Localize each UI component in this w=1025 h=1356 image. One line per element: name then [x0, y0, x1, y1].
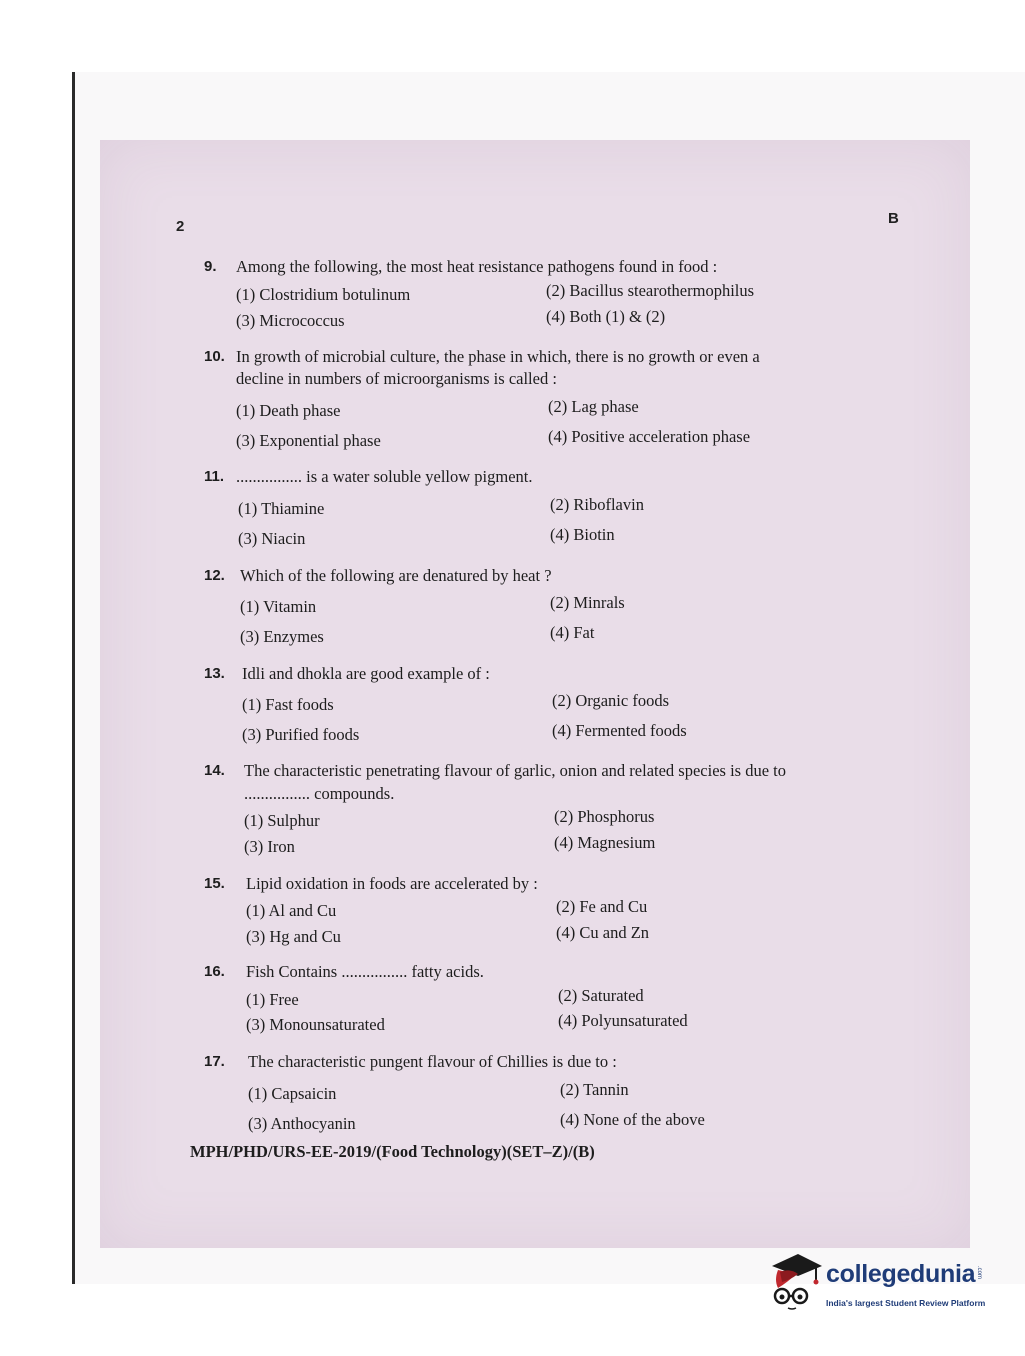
- option-4: (4) Polyunsaturated: [558, 1011, 688, 1030]
- option-3: (3) Exponential phase: [236, 431, 381, 450]
- logo-tagline: India's largest Student Review Platform: [826, 1298, 986, 1308]
- question-16: [204, 961, 884, 1041]
- question-17: [204, 1051, 884, 1137]
- option-3: (3) Enzymes: [240, 627, 324, 646]
- option-4: (4) Biotin: [550, 525, 615, 544]
- question-number: 11.: [204, 468, 225, 485]
- option-3: (3) Purified foods: [242, 725, 360, 744]
- option-4: (4) Cu and Zn: [556, 923, 650, 942]
- logo-suffix: .com: [976, 1266, 982, 1280]
- option-4: (4) Fat: [550, 623, 595, 642]
- option-1: (1) Vitamin: [240, 597, 317, 616]
- question-9: [204, 256, 884, 336]
- question-stem: Fish Contains ................ fatty acids.: [246, 962, 484, 981]
- option-2: (2) Lag phase: [548, 397, 639, 416]
- question-stem-line-2: decline in numbers of microorganisms is called :: [236, 369, 557, 388]
- option-1: (1) Capsaicin: [248, 1084, 337, 1103]
- option-1: (1) Free: [246, 990, 299, 1009]
- set-letter: B: [888, 210, 899, 227]
- mascot-icon: [768, 1252, 824, 1312]
- option-2: (2) Bacillus stearothermophilus: [546, 281, 755, 300]
- option-2: (2) Phosphorus: [554, 807, 655, 826]
- question-stem: The characteristic pungent flavour of Chillies is due to :: [248, 1052, 617, 1071]
- option-4: (4) Both (1) & (2): [546, 307, 666, 326]
- option-1: (1) Fast foods: [242, 695, 334, 714]
- option-1: (1) Thiamine: [238, 499, 325, 518]
- option-2: (2) Saturated: [558, 986, 644, 1005]
- exam-code-footer: MPH/PHD/URS-EE-2019/(Food Technology)(SET–Z)/(B): [190, 1142, 595, 1161]
- option-3: (3) Hg and Cu: [246, 927, 341, 946]
- question-14: [204, 760, 904, 860]
- question-stem: Among the following, the most heat resistance pathogens found in food :: [236, 257, 718, 276]
- logo-wordmark: collegedunia: [826, 1260, 976, 1288]
- question-number: 12.: [204, 567, 225, 584]
- page-number: 2: [176, 218, 185, 235]
- option-2: (2) Organic foods: [552, 691, 669, 710]
- option-3: (3) Monounsaturated: [246, 1015, 385, 1034]
- question-stem: Which of the following are denatured by heat ?: [240, 566, 552, 585]
- option-3: (3) Niacin: [238, 529, 306, 548]
- option-4: (4) None of the above: [560, 1110, 705, 1129]
- question-stem-line-2: ................ compounds.: [244, 784, 395, 803]
- option-3: (3) Anthocyanin: [248, 1114, 356, 1133]
- option-3: (3) Iron: [244, 837, 295, 856]
- question-number: 17.: [204, 1053, 225, 1070]
- option-2: (2) Fe and Cu: [556, 897, 648, 916]
- question-number: 10.: [204, 348, 225, 365]
- option-2: (2) Riboflavin: [550, 495, 644, 514]
- collegedunia-logo: [768, 1248, 998, 1318]
- option-2: (2) Minrals: [550, 593, 625, 612]
- question-number: 16.: [204, 963, 225, 980]
- option-3: (3) Micrococcus: [236, 311, 345, 330]
- question-stem-line-1: In growth of microbial culture, the phase in which, there is no growth or even a: [236, 347, 760, 366]
- option-4: (4) Fermented foods: [552, 721, 687, 740]
- question-10: [204, 346, 904, 450]
- question-stem: ................ is a water soluble yellow pigment.: [236, 467, 533, 486]
- option-4: (4) Positive acceleration phase: [548, 427, 751, 446]
- option-1: (1) Clostridium botulinum: [236, 285, 411, 304]
- option-4: (4) Magnesium: [554, 833, 656, 852]
- option-2: (2) Tannin: [560, 1080, 629, 1099]
- question-13: [204, 663, 884, 749]
- question-number: 14.: [204, 762, 225, 779]
- option-1: (1) Death phase: [236, 401, 341, 420]
- option-1: (1) Al and Cu: [246, 901, 337, 920]
- question-number: 9.: [204, 258, 217, 275]
- question-stem: Idli and dhokla are good example of :: [242, 664, 490, 683]
- option-1: (1) Sulphur: [244, 811, 320, 830]
- question-stem-line-1: The characteristic penetrating flavour of garlic, onion and related species is due to: [244, 761, 786, 780]
- question-stem: Lipid oxidation in foods are accelerated by :: [246, 874, 538, 893]
- question-11: [204, 466, 884, 552]
- question-number: 15.: [204, 875, 225, 892]
- question-12: [204, 565, 884, 651]
- question-number: 13.: [204, 665, 225, 682]
- question-15: [204, 873, 884, 953]
